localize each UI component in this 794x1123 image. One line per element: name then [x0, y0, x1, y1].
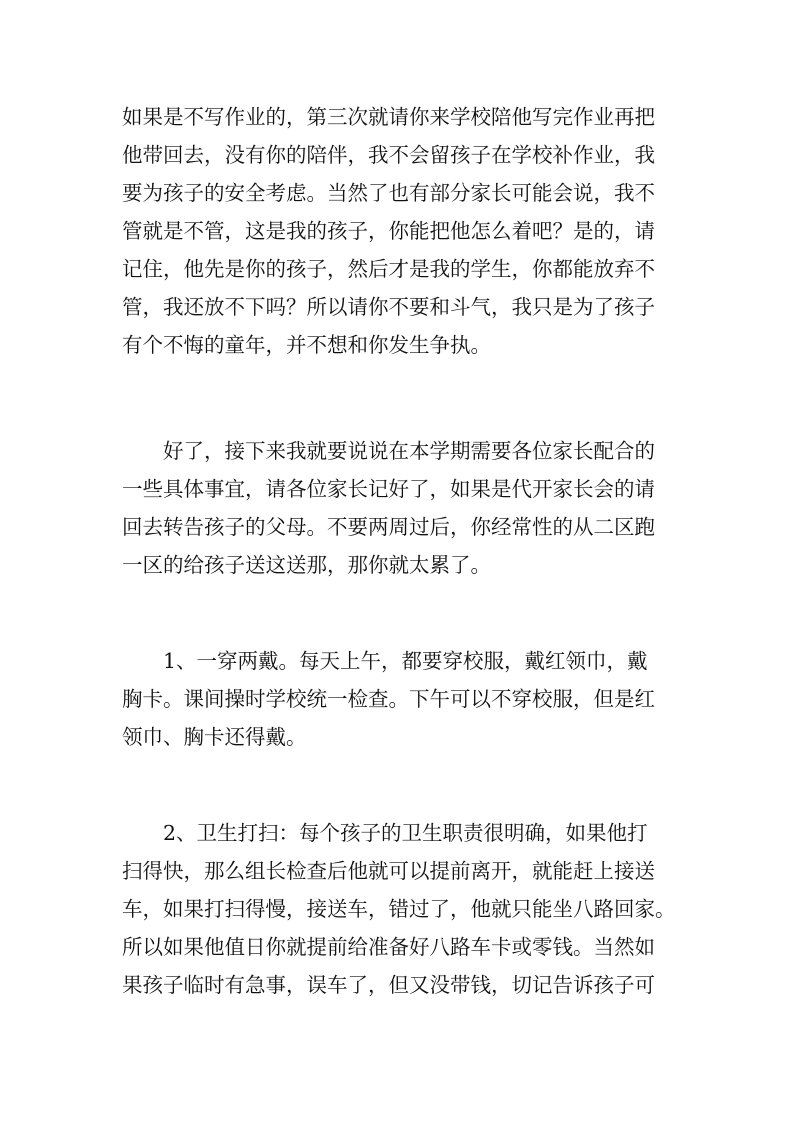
- text-line: 1、一穿两戴。每天上午，都要穿校服，戴红领巾，戴: [122, 649, 648, 673]
- text-line: 管，我还放不下吗？所以请你不要和斗气，我只是为了孩子: [122, 295, 655, 319]
- text-line: 扫得快，那么组长检查后他就可以提前离开，就能赶上接送: [122, 859, 655, 883]
- text-line: 一些具体事宜，请各位家长记好了，如果是代开家长会的请: [122, 477, 655, 501]
- text-line: 好了，接下来我就要说说在本学期需要各位家长配合的: [122, 439, 655, 463]
- text-line: 领巾、胸卡还得戴。: [122, 725, 307, 749]
- paragraph-semester-items-intro: [122, 432, 682, 584]
- text-line: 车，如果打扫得慢，接送车，错过了，他就只能坐八路回家。: [122, 897, 676, 921]
- text-line: 2、卫生打扫：每个孩子的卫生职责很明确，如果他打: [122, 821, 648, 845]
- paragraph-item-2-cleaning: [122, 814, 682, 1004]
- text-line: 管就是不管，这是我的孩子，你能把他怎么着吧？是的，请: [122, 219, 655, 243]
- text-line: 要为孩子的安全考虑。当然了也有部分家长可能会说，我不: [122, 181, 655, 205]
- paragraph-homework-policy: [122, 98, 682, 364]
- paragraph-item-1-uniform: [122, 642, 682, 756]
- text-line: 胸卡。课间操时学校统一检查。下午可以不穿校服，但是红: [122, 687, 655, 711]
- text-line: 回去转告孩子的父母。不要两周过后，你经常性的从二区跑: [122, 515, 655, 539]
- text-line: 果孩子临时有急事，误车了，但又没带钱，切记告诉孩子可: [122, 973, 655, 997]
- text-line: 一区的给孩子送这送那，那你就太累了。: [122, 553, 491, 577]
- text-line: 所以如果他值日你就提前给准备好八路车卡或零钱。当然如: [122, 935, 655, 959]
- text-line: 有个不悔的童年，并不想和你发生争执。: [122, 333, 491, 357]
- text-line: 他带回去，没有你的陪伴，我不会留孩子在学校补作业，我: [122, 143, 655, 167]
- text-line: 记住，他先是你的孩子，然后才是我的学生，你都能放弃不: [122, 257, 655, 281]
- text-line: 如果是不写作业的，第三次就请你来学校陪他写完作业再把: [122, 105, 655, 129]
